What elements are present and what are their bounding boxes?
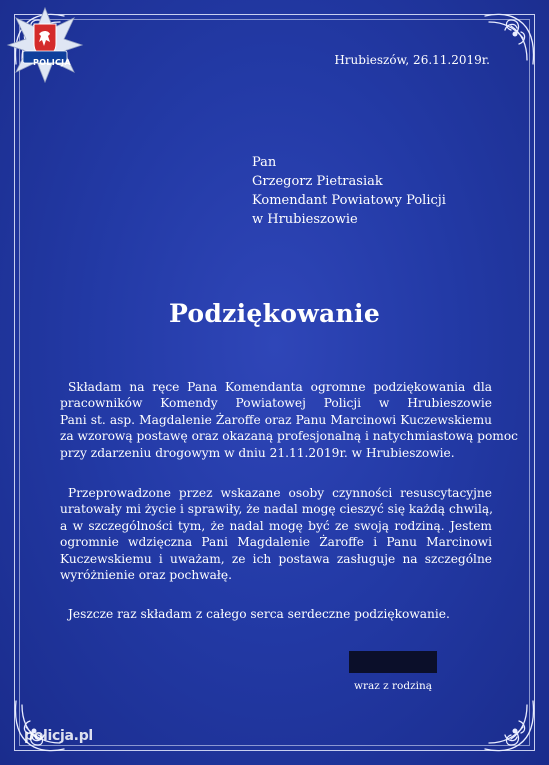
paragraph-line: Pani st. asp. Magdalenie Żaroffe oraz Panu Marcinowi Kuczewskiemu	[60, 412, 492, 427]
addressee-salutation: Pan	[252, 155, 277, 170]
addressee-location: w Hrubieszowie	[252, 212, 358, 227]
addressee-position: Komendant Powiatowy Policji	[252, 193, 446, 208]
redacted-signature	[349, 651, 437, 673]
body-paragraph-2	[60, 485, 492, 583]
signature-note: wraz z rodziną	[354, 680, 432, 692]
letter-title: Podziękowanie	[168, 299, 381, 328]
addressee-name: Grzegorz Pietrasiak	[252, 174, 383, 189]
paragraph-line: pracowników Komendy Powiatowej Policji w Hrubieszowie	[60, 396, 492, 411]
addressee-block	[252, 153, 502, 229]
emblem-label: POLICJA	[33, 58, 71, 67]
paragraph-line: Przeprowadzone przez wskazane osoby czynności resuscytacyjne	[68, 486, 492, 500]
paragraph-line: Jeszcze raz składam z całego serca serdeczne podziękowanie.	[68, 607, 450, 621]
paragraph-line: za wzorową postawę oraz okazaną profesjonalną i natychmiastową pomoc	[60, 429, 519, 444]
paragraph-line: Składam na ręce Pana Komendanta ogromne podziękowania dla	[68, 380, 492, 394]
paragraph-line: Kuczewskiemu i uważam, ze ich postawa zasługuje na szczególne	[60, 551, 492, 566]
letter-date: Hrubieszów, 26.11.2019r.	[334, 53, 490, 67]
paragraph-line: a w szczególności tym, że nadal mogę być ze swoją rodziną. Jestem	[60, 518, 492, 533]
police-star-emblem	[6, 6, 84, 84]
paragraph-line: przy zdarzeniu drogowym w dniu 21.11.2019r. w Hrubieszowie.	[60, 445, 455, 460]
paragraph-line: wyróżnienie oraz pochwałę.	[60, 568, 232, 583]
police-star-icon	[6, 6, 84, 84]
paragraph-line: ogromnie wdzięczna Pani Magdalenie Żaroffe i Panu Marcinowi	[60, 535, 492, 550]
paragraph-line: uratowały mi życie i sprawiły, że nadal mogę cieszyć się każdą chwilą,	[60, 502, 493, 517]
corner-ornament-bottom-right	[475, 691, 545, 761]
body-paragraph-1	[60, 379, 519, 461]
site-watermark: policja.pl	[24, 728, 93, 744]
corner-ornament-bottom-left	[4, 691, 74, 761]
body-paragraph-3	[60, 606, 492, 622]
